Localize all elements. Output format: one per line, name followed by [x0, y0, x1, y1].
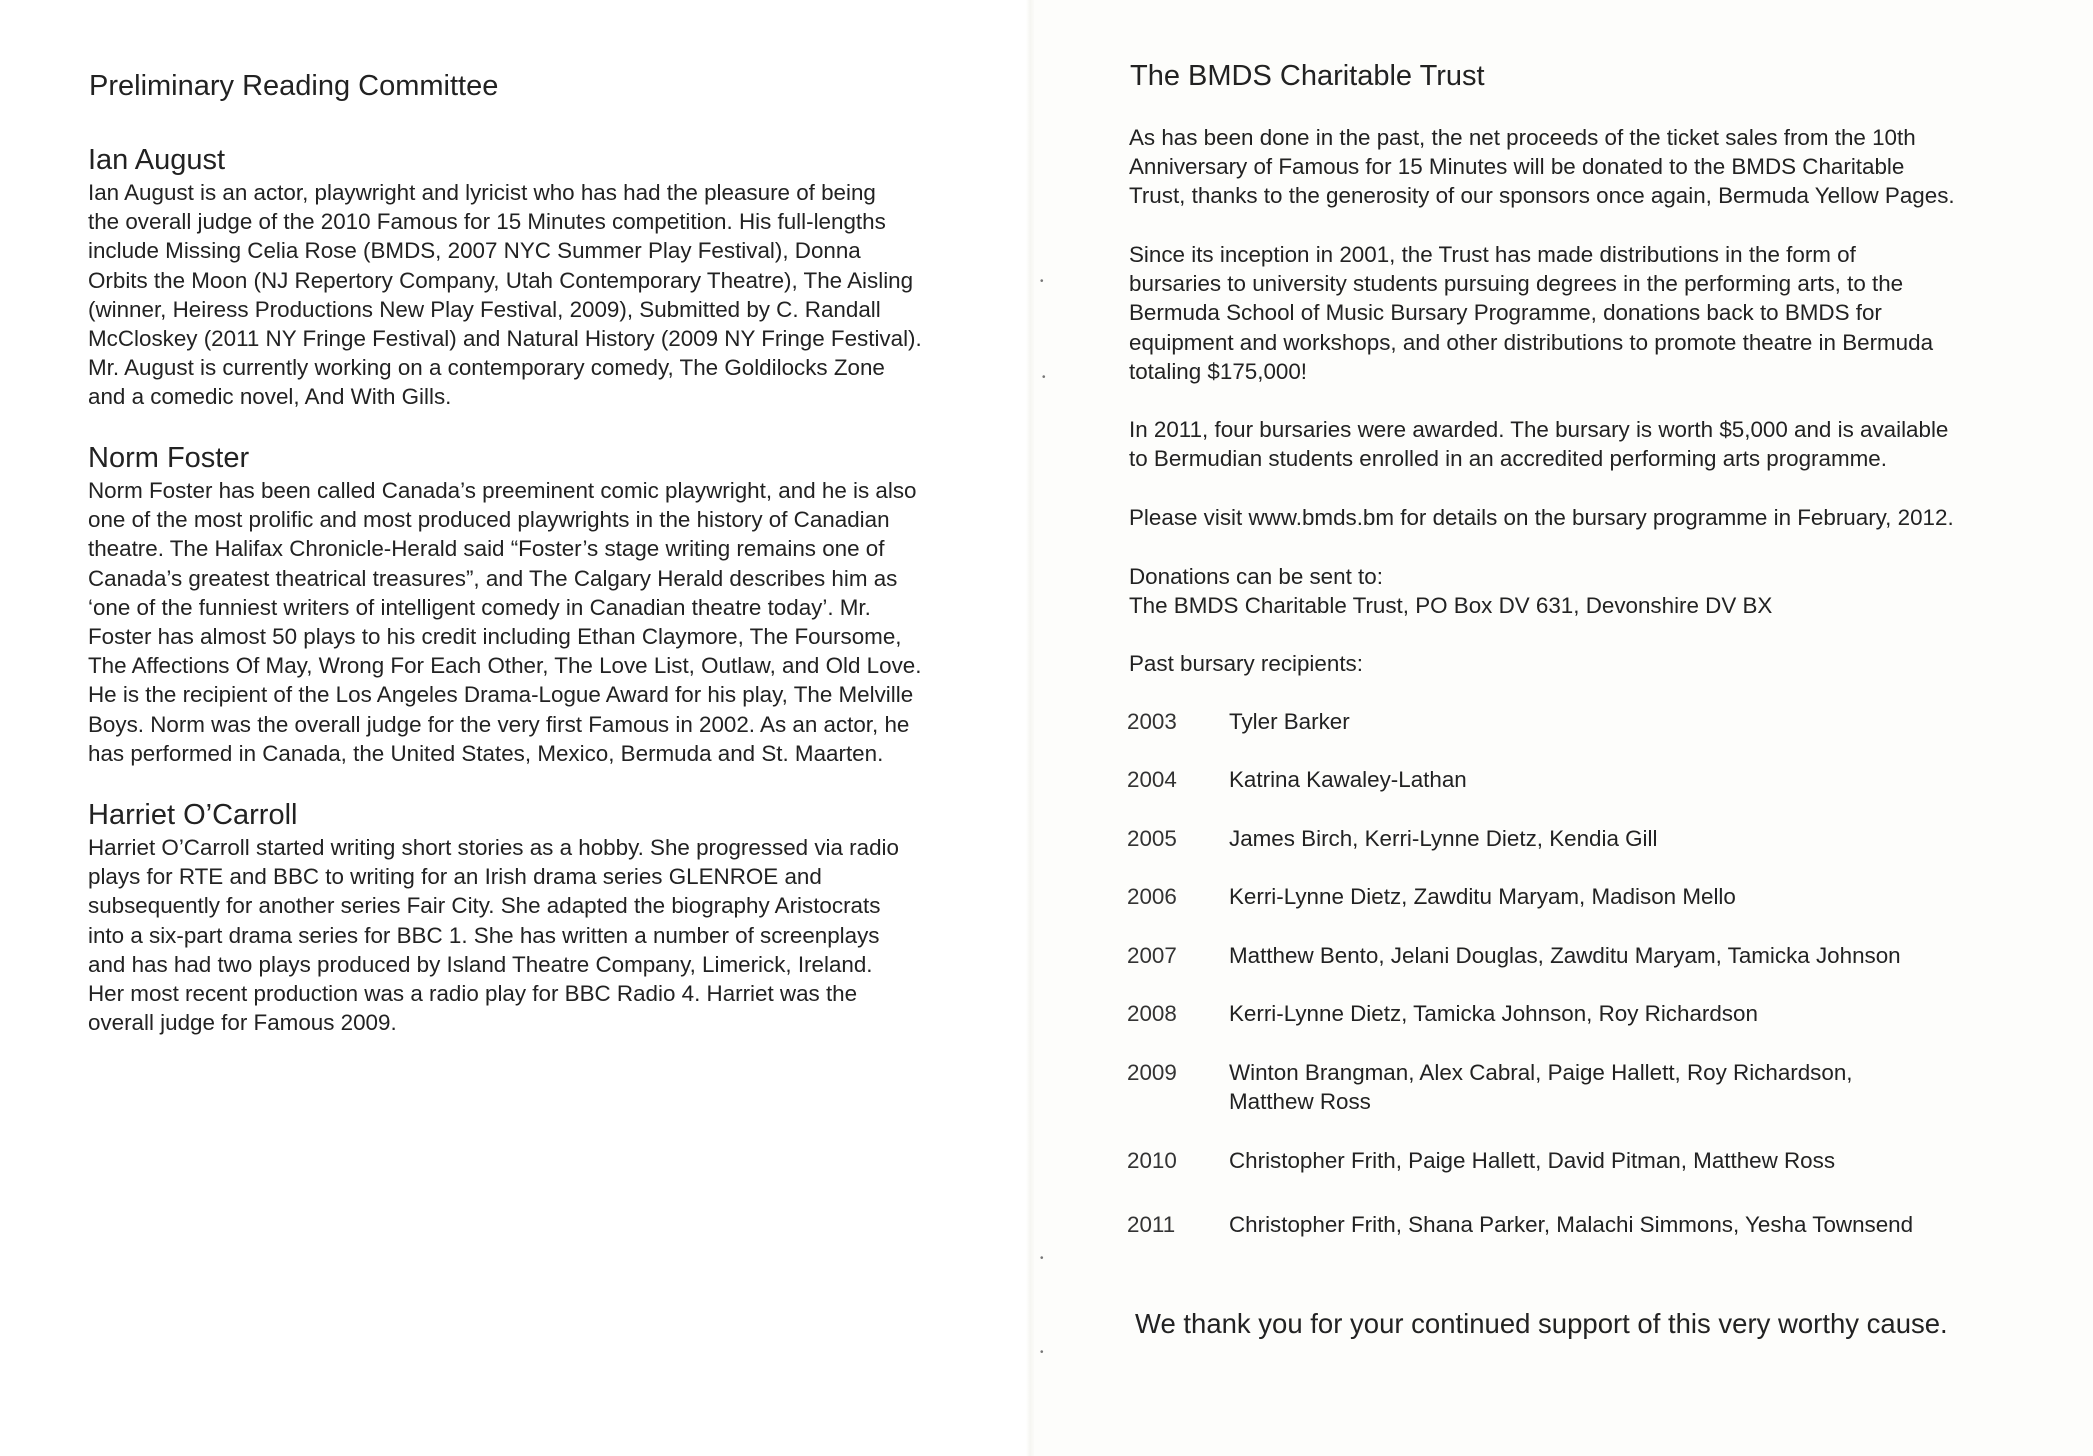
- bio-harriet-ocarroll: [88, 798, 993, 1037]
- recipient-names: Winton Brangman, Alex Cabral, Paige Hallett, Roy Richardson, Matthew Ross: [1229, 1060, 1853, 1115]
- paper-speck: •: [1040, 1253, 1044, 1264]
- recipient-year: 2009: [1127, 1060, 1177, 1085]
- bio-text: Harriet O’Carroll started writing short stories as a hobby. She progressed via radio plays for RTE and BBC to writing for an Irish drama series GLENROE and subsequently for another series Fair City. She adapted the biography Aristocrats into a six-part drama series for BBC 1. She has written a number of screenplays and has had two plays produced by Island Theatre Company, Limerick, Ireland. Her most recent production was a radio play for BBC Radio 4. Harriet was the overall judge for Famous 2009.: [88, 835, 899, 1036]
- trust-paragraph: As has been done in the past, the net proceeds of the ticket sales from the 10th Anniversary of Famous for 15 Minutes will be donated to the BMDS Charitable Trust, thanks to the generosity of our sponsors once again, Bermuda Yellow Pages.: [1129, 125, 1955, 209]
- thank-you-message: We thank you for your continued support of this very worthy cause.: [1135, 1308, 1948, 1339]
- paper-speck: •: [1040, 276, 1044, 287]
- website-paragraph: Please visit www.bmds.bm for details on the bursary programme in February, 2012.: [1129, 505, 1954, 530]
- recipient-year: 2003: [1127, 709, 1177, 734]
- reading-committee-heading: Preliminary Reading Committee: [89, 70, 499, 102]
- recipient-names: Tyler Barker: [1229, 709, 1350, 734]
- bio-norm-foster: [88, 441, 993, 768]
- recipient-year: 2004: [1127, 767, 1177, 792]
- charitable-trust-heading: The BMDS Charitable Trust: [1130, 60, 1485, 92]
- recipient-year: 2010: [1127, 1148, 1177, 1173]
- bio-text: Norm Foster has been called Canada’s preeminent comic playwright, and he is also one of the most prolific and most produced playwrights in the history of Canadian theatre. The Halifax Chronicle-Herald said “Foster’s stage writing remains one of Canada’s greatest theatrical treasures”, and The Calgary Herald describes him as ‘one of the funniest writers of intelligent comedy in Canadian theatre today’. Mr. Foster has almost 50 plays to his credit including Ethan Claymore, The Foursome, The Affections Of May, Wrong For Each Other, The Love List, Outlaw, and Old Love. He is the recipient of the Los Angeles Drama-Logue Award for his play, The Melville Boys. Norm was the overall judge for the very first Famous in 2002. As an actor, he has performed in Canada, the United States, Mexico, Bermuda and St. Maarten.: [88, 478, 922, 766]
- recipient-names: James Birch, Kerri-Lynne Dietz, Kendia Gill: [1229, 826, 1658, 851]
- recipient-names: Christopher Frith, Shana Parker, Malachi Simmons, Yesha Townsend: [1229, 1212, 1914, 1237]
- recipient-names: Matthew Bento, Jelani Douglas, Zawditu Maryam, Tamicka Johnson: [1229, 943, 1901, 968]
- paper-speck: •: [1042, 372, 1046, 383]
- page-fold: [1026, 0, 1034, 1456]
- recipient-year: 2005: [1127, 826, 1177, 851]
- recipient-names: Kerri-Lynne Dietz, Tamicka Johnson, Roy Richardson: [1229, 1001, 1758, 1026]
- recipient-year: 2007: [1127, 943, 1177, 968]
- recipient-year: 2011: [1127, 1212, 1176, 1237]
- recipient-names: Christopher Frith, Paige Hallett, David Pitman, Matthew Ross: [1229, 1148, 1836, 1173]
- recipient-year: 2008: [1127, 1001, 1177, 1026]
- trust-paragraph: In 2011, four bursaries were awarded. The bursary is worth $5,000 and is available to Bermudian students enrolled in an accredited performing arts programme.: [1129, 417, 1949, 472]
- recipient-year: 2006: [1127, 884, 1177, 909]
- donation-address: Donations can be sent to: The BMDS Charitable Trust, PO Box DV 631, Devonshire DV BX: [1129, 564, 1773, 619]
- bio-ian-august: [88, 143, 993, 412]
- paper-speck: •: [1040, 1347, 1044, 1358]
- bio-name: Harriet O’Carroll: [88, 799, 298, 831]
- recipient-names: Katrina Kawaley-Lathan: [1229, 767, 1467, 792]
- trust-paragraph: Since its inception in 2001, the Trust has made distributions in the form of bursaries to university students pursuing degrees in the performing arts, to the Bermuda School of Music Bursary Programme, donations back to BMDS for equipment and workshops, and other distributions to promote theatre in Bermuda totaling $175,000!: [1129, 242, 1934, 384]
- recipients-heading: Past bursary recipients:: [1129, 651, 1363, 676]
- bio-name: Norm Foster: [88, 442, 250, 474]
- bio-name: Ian August: [88, 144, 226, 176]
- bio-text: Ian August is an actor, playwright and lyricist who has had the pleasure of being the overall judge of the 2010 Famous for 15 Minutes competition. His full-lengths include Missing Celia Rose (BMDS, 2007 NYC Summer Play Festival), Donna Orbits the Moon (NJ Repertory Company, Utah Contemporary Theatre), The Aisling (winner, Heiress Productions New Play Festival, 2009), Submitted by C. Randall McCloskey (2011 NY Fringe Festival) and Natural History (2009 NY Fringe Festival). Mr. August is currently working on a contemporary comedy, The Goldilocks Zone and a comedic novel, And With Gills.: [88, 180, 922, 410]
- recipient-names: Kerri-Lynne Dietz, Zawditu Maryam, Madison Mello: [1229, 884, 1736, 909]
